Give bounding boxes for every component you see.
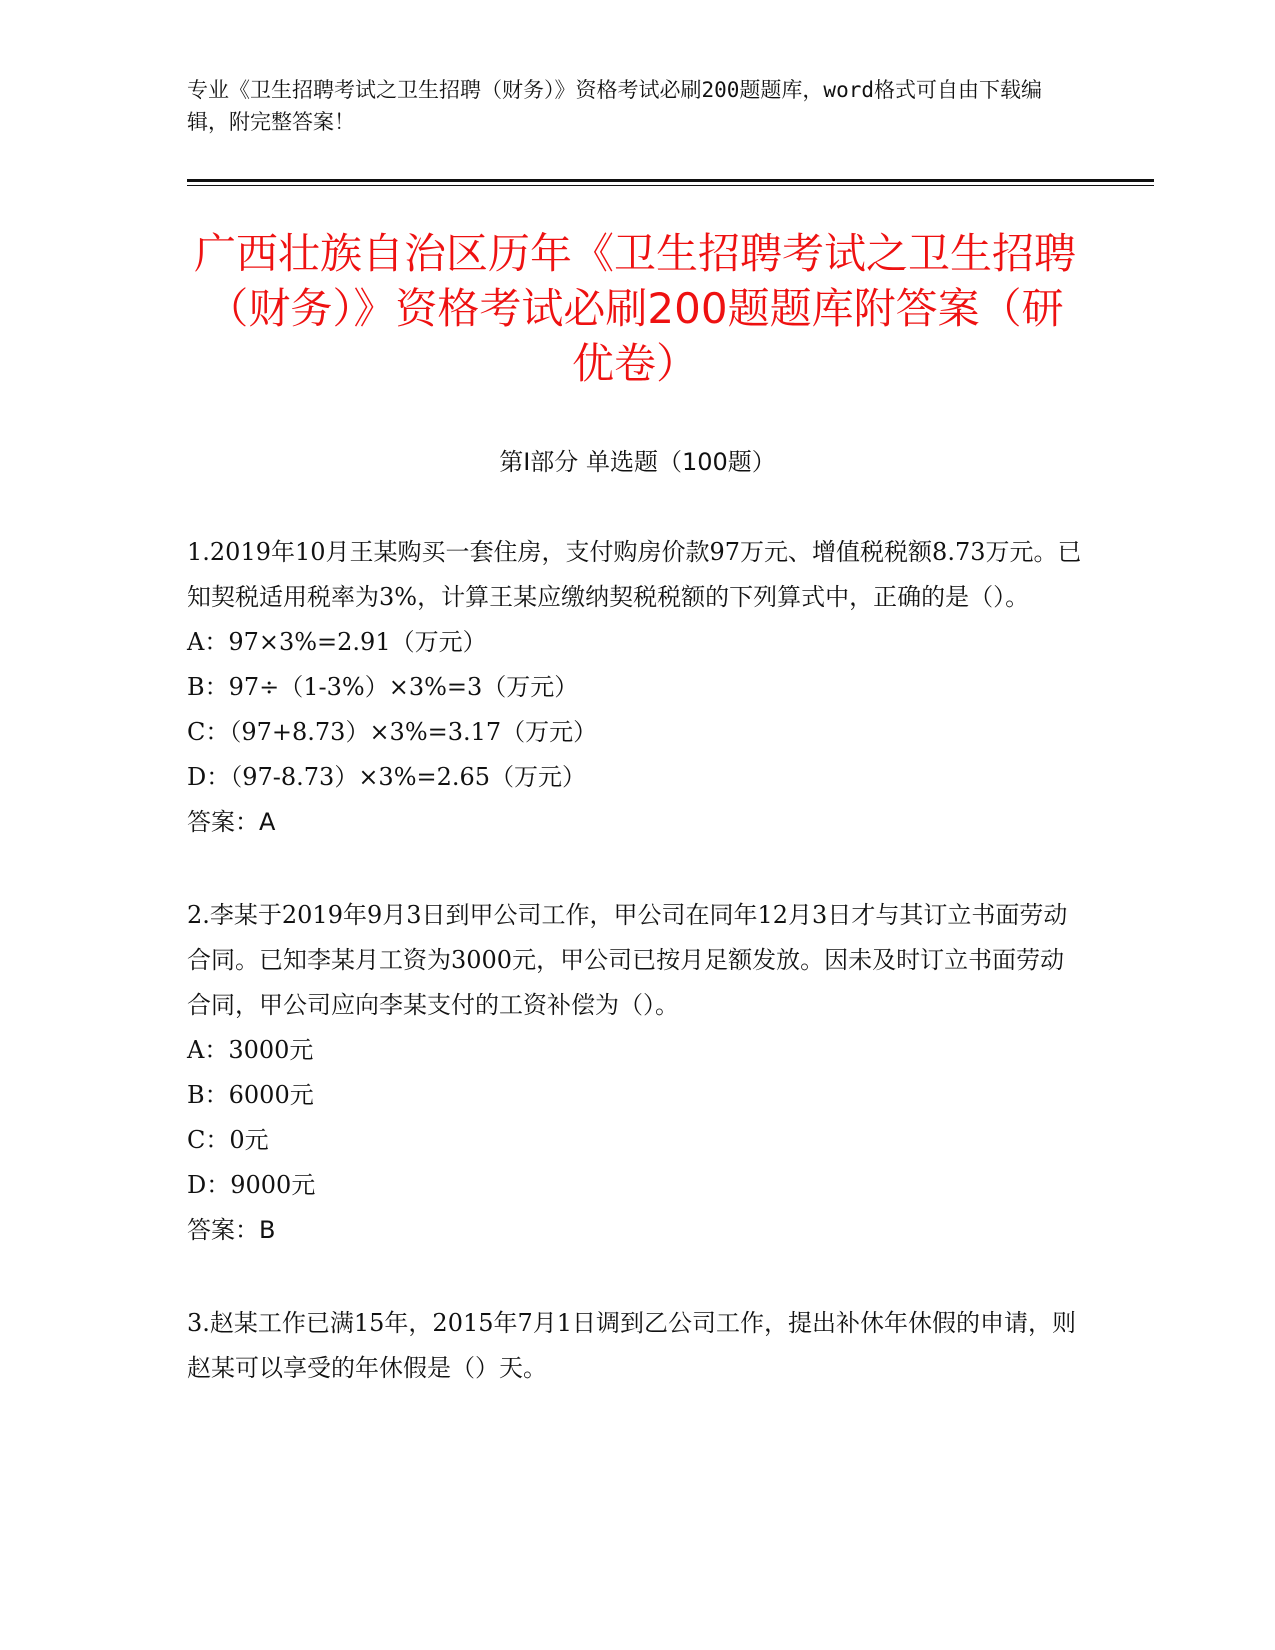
header-divider-thick — [187, 179, 1154, 182]
question-stem: 3.赵某工作已满15年，2015年7月1日调到乙公司工作，提出补休年休假的申请，则赵某可以享受的年休假是（）天。 — [187, 1309, 1077, 1382]
document-title: 广西壮族自治区历年《卫生招聘考试之卫生招聘（财务）》资格考试必刷200题题库附答案（研优卷） — [193, 229, 1076, 388]
header-note: 专业《卫生招聘考试之卫生招聘（财务）》资格考试必刷200题题库，word格式可自由下载编辑，附完整答案！ — [187, 78, 1042, 134]
option-d: D：9000元 — [187, 1171, 316, 1199]
option-d: D：（97-8.73）×3%=2.65（万元） — [187, 763, 587, 791]
option-a: A：3000元 — [187, 1036, 314, 1064]
option-b: B：97÷（1-3%）×3%=3（万元） — [187, 673, 579, 701]
question-3 — [187, 1301, 1087, 1391]
header-divider-thin — [187, 185, 1154, 186]
option-c: C：0元 — [187, 1126, 269, 1154]
option-b: B：6000元 — [187, 1081, 314, 1109]
question-list — [187, 530, 1087, 1439]
question-stem: 1.2019年10月王某购买一套住房，支付购房价款97万元、增值税税额8.73万元。已知契税适用税率为3%，计算王某应缴纳契税税额的下列算式中，正确的是（）。 — [187, 538, 1082, 611]
question-1 — [187, 530, 1087, 845]
option-a: A：97×3%=2.91（万元） — [187, 628, 487, 656]
answer: 答案：B — [187, 1216, 276, 1244]
section-title: 第Ⅰ部分 单选题（100题） — [499, 448, 776, 476]
answer: 答案：A — [187, 808, 276, 836]
question-2 — [187, 893, 1087, 1253]
question-stem: 2.李某于2019年9月3日到甲公司工作，甲公司在同年12月3日才与其订立书面劳动合同。已知李某月工资为3000元，甲公司已按月足额发放。因未及时订立书面劳动合同，甲公司应向李某支付的工资补偿为（）。 — [187, 901, 1068, 1019]
option-c: C：（97+8.73）×3%=3.17（万元） — [187, 718, 598, 746]
